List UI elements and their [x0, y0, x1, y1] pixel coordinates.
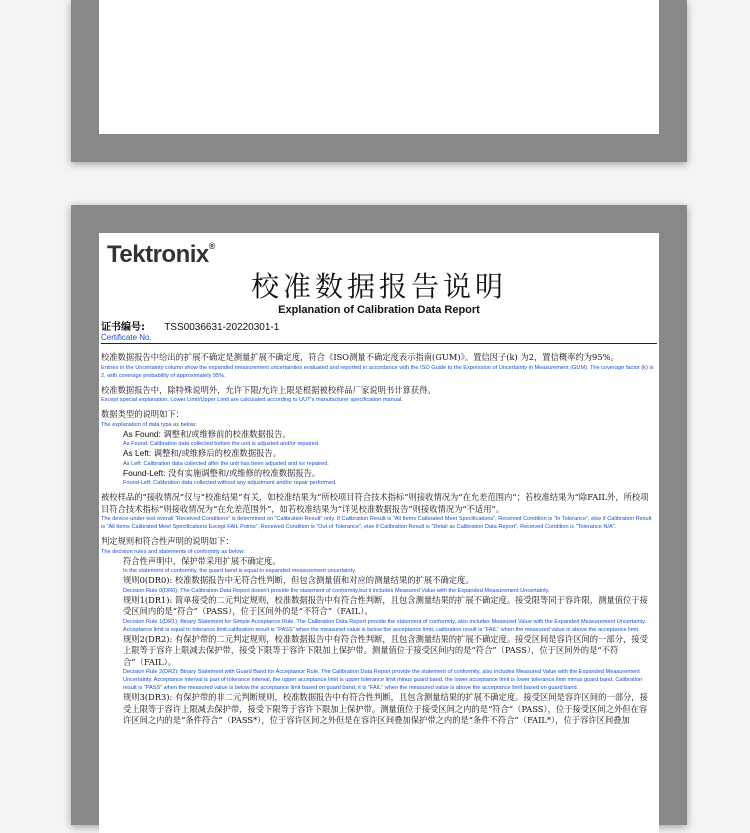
limits-cn: 校准数据报告中，除特殊说明外，允许下限/允许上限是根据被校样品厂家说明书计算获得。 [101, 384, 436, 395]
document-page-sheet [99, 233, 659, 833]
rule-dr3-cn: 规则3(DR3): 有保护带的非二元判断规则，校准数据报告中有符合性判断，且包含测量结果的扩展不确定度。接受区间是容许区间的一部分，接受上限等于容许上限减去保护带，接受下限等于容许下限加上保护带。测量值位于接受区间之内的是“符合”（PASS），位于接受区间之外但在容许区间之内的是“条件符合”（PASS*），位于容许区间之外但是在容许区间叠加保护带之内的是“条件不符合”（FAIL*），位于容许区间叠加 [123, 692, 648, 725]
rules-heading-cn: 判定规则和符合性声明的说明如下： [101, 536, 234, 546]
rule-dr0-cn: 规则0(DR0): 校准数据报告中无符合性判断，但包含测量值和对应的测量结果的扩展不确定度。 [123, 575, 474, 585]
data-types-heading-en: The explanation of data type as below: [101, 421, 197, 428]
data-type-cn: 调整和/或维修前的校准数据报告。 [163, 428, 291, 439]
data-type-en: As Left: Calibration data collected after the unit has been adjusted and /or repaired. [123, 460, 329, 467]
rules-heading-en: The decision rules and statements of conformity as below: [101, 548, 245, 555]
certificate-number: TSS0036631-20220301-1 [164, 322, 280, 333]
list-item [123, 468, 655, 480]
uncertainty-cn: 校准数据报告中给出的扩展不确定是测量扩展不确定度，符合《ISO测量不确定度表示指南(GUM)》。置信因子(k) 为2，置信概率约为95%。 [101, 352, 619, 362]
list-item [123, 429, 655, 441]
list-item [123, 448, 655, 460]
certificate-label-cn: 证书编号: [101, 322, 145, 333]
data-type-en: As Found: Calibration data collected before the unit is adjusted and/or repaired. [123, 441, 320, 447]
title-english: Explanation of Calibration Data Report [278, 304, 480, 316]
data-type-cn: 没有实施调整和/或维修的校准数据报告。 [168, 467, 321, 478]
data-type-label: As Left: [123, 448, 152, 458]
rule-dr2-cn: 规则2(DR2): 有保护带的二元判定规则，校准数据报告中有符合性判断，且包含测量结果的扩展不确定度。接受区间是容许区间的一部分，接受上限等于容许上限减去保护带，接受下限等于容许下限加上保护带。测量值位于接受区间内的是“符合”（PASS），位于区间外的是“不符合”（FAIL）。 [123, 633, 648, 667]
data-type-label: Found-Left: [123, 467, 166, 478]
uncertainty-en: Entries in the Uncertainty column show the expanded measurement uncertainties evaluated and reported in accordance with the ISO Guide to the Expression of Uncertainty in Measurement (GUM). The coverage factor (k) is 2, with coverage probability of approximately 95%. [101, 364, 654, 379]
previous-page-frame [71, 0, 687, 162]
logo-text: Tektronix [107, 241, 209, 268]
certificate-label-en: Certificate No. [101, 333, 657, 344]
rule-dr0-en: Decision Rule 0(DR0): The Calibration Data Report doesn't provide the statement of conformity,but it includes Measured Value with the Expanded Measurement Uncertainty. [123, 587, 550, 594]
receiving-cn: 被校样品的“接收情况”仅与“校准结果”有关，如校准结果为“所校项目符合技术指标”则接收情况为“在允差范围内”；若校准结果为“除FAIL外，所校项目符合技术指标”则接收情况为“在允差范围外”，如若校准结果为“详见校准数据报告”则接收情况为“不适用”。 [101, 492, 649, 514]
rule-dr2-en: Decision Rule 2(DR2): Binary Statement with Guard Band for Acceptance Rule. The Calibration Data Report provide the statement of conformity, also includes Measured Value with the Expanded Measurement Uncertainty. Acceptance interval is part of tolerance interval, the upper acceptance limit is upper tolerance limit minus guard band, the lower acceptance limit is lower tolerance limit minus guard band. Calibration result is “PASS” when the measured value is below the acceptance limit based on guard band, it is “FAIL” when the measured value is above the acceptance limit based on guard band. [123, 669, 643, 691]
registered-mark: ® [208, 241, 215, 251]
data-types-heading-cn: 数据类型的说明如下： [101, 409, 184, 419]
title-chinese: 校准数据报告说明 [250, 270, 507, 303]
rules-intro-cn: 符合性声明中，保护带采用扩展不确定度。 [123, 555, 281, 566]
certificate-block [101, 318, 657, 344]
receiving-en: The device-under-test overall “Received Conditions” is determined on “Calibration Result” only. If Calibration Result is “All Items Calibrated Meet Specifications”, Received Condition is “In Tolerance”, else if Calibration Result is “All Items Calibrated Meet Specifications Except FAIL Points”, Received Condition is “Out of Tolerance”, else if Calibration Result is “Detail as Calibration Data Report”, Received Condition is “Tolerance N/A”. [101, 516, 652, 530]
limits-en: Except special explanation, Lower Limit/Upper Limit are calculated according to UUT's manufacturer specification manual. [101, 397, 403, 403]
rules-list [101, 556, 655, 727]
data-type-label: As Found: [123, 428, 161, 439]
rule-dr1-cn: 规则1(DR1): 简单接受的二元判定规则，校准数据报告中有符合性判断，且包含测量结果的扩展不确定度。接受限等同于容许限，测量值位于接受区间内的是“符合”（PASS），位于区间外的是“不符合”（FAIL）。 [123, 594, 648, 616]
data-type-en: Found-Left: Calibration data collected without any adjustment and/or repair performed. [123, 480, 337, 486]
document-body [101, 352, 655, 727]
data-type-cn: 调整和/或维修后的校准数据报告。 [153, 448, 282, 458]
rule-dr1-en: Decision Rule 1(DR1): Binary Statement for Simple Acceptance Rule. The Calibration Data Report provide the statement of conformity, also includes Measured Value with the Expanded Measurement Uncertainty. Acceptance limit is equal to tolerance limit,calibration result is “PASS” when the measured value is below the acceptance limit, calibration result is “FAIL” when the measured value is above the acceptance limit. [123, 618, 647, 633]
rules-intro-en: In the statement of conformity, the guard band is equal to expanded measurement uncertainty. [123, 568, 357, 574]
previous-page-sheet [99, 0, 659, 134]
document-page-frame [71, 205, 687, 825]
data-types-list [101, 429, 655, 488]
